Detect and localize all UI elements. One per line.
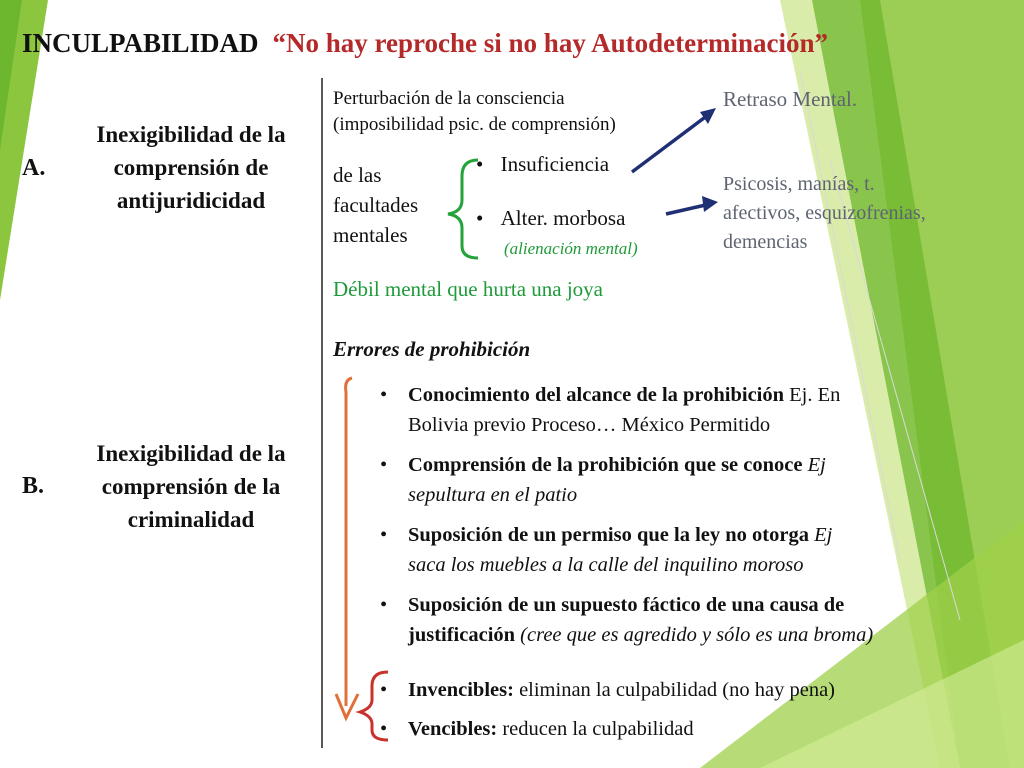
debil-mental-text: Débil mental que hurta una joya	[333, 277, 603, 301]
red-brace	[360, 672, 388, 740]
bullet-dot: •	[380, 594, 388, 616]
bullet-dot: •	[380, 679, 388, 701]
section-a-line-2: comprensión de	[113, 155, 269, 180]
section-b-line-2: comprensión de la	[101, 474, 281, 499]
psicosis-line-1: Psicosis, manías, t.	[723, 173, 875, 195]
item-bold: Suposición de un supuesto fáctico de una causa de	[408, 594, 845, 616]
title-quote: “No hay reproche si no hay Autodeterminación”	[272, 28, 829, 58]
section-b-line-3: criminalidad	[127, 507, 255, 532]
title-main: INCULPABILIDAD	[22, 28, 259, 58]
facultades-line-1: de las	[333, 163, 382, 187]
orange-arrow-line	[346, 378, 352, 706]
bullet-dot: •	[380, 454, 388, 476]
bullet-dot: •	[380, 384, 388, 406]
bullet-dot: •	[476, 206, 484, 230]
section-a-letter: A.	[22, 155, 46, 181]
item-line2: Bolivia previo Proceso… México Permitido	[408, 414, 771, 436]
item-line2: (cree que es agredido y sólo es una broma)	[515, 624, 874, 646]
insuficiencia-label: Insuficiencia	[500, 152, 610, 176]
item-bold: Comprensión de la prohibición que se conoce	[408, 454, 803, 476]
facultades-line-3: mentales	[333, 223, 408, 247]
item-bold: Suposición de un permiso que la ley no otorga	[408, 524, 809, 546]
errores-heading: Errores de prohibición	[333, 337, 531, 361]
alter-label: Alter. morbosa	[500, 206, 626, 230]
bullet-dot: •	[476, 152, 484, 176]
vencibles-bold: Vencibles:	[408, 718, 498, 740]
item-bold: Conocimiento del alcance de la prohibición	[408, 384, 785, 406]
perturbacion-line-1: Perturbación de la consciencia	[333, 88, 565, 109]
item-rest: Ej	[802, 454, 826, 476]
section-a-line-3: antijuridicidad	[116, 188, 266, 213]
alienacion-label: (alienación mental)	[504, 239, 638, 258]
item-rest: Ej	[808, 524, 833, 546]
psicosis-line-2: afectivos, esquizofrenias,	[723, 202, 926, 224]
bullet-dot: •	[380, 718, 388, 740]
facultades-line-2: facultades	[333, 193, 419, 217]
vencibles-rest: reducen la culpabilidad	[497, 718, 694, 740]
bullet-dot: •	[380, 524, 388, 546]
psicosis-line-3: demencias	[723, 231, 808, 253]
section-b-letter: B.	[22, 473, 45, 499]
item-line2: saca los muebles a la calle del inquilino moroso	[408, 554, 804, 576]
section-a-line-1: Inexigibilidad de la	[96, 122, 286, 147]
section-b-line-1: Inexigibilidad de la	[96, 441, 286, 466]
invencibles-bold: Invencibles:	[408, 679, 514, 701]
perturbacion-line-2: (imposibilidad psic. de comprensión)	[333, 114, 616, 135]
item-line2: sepultura en el patio	[408, 484, 578, 506]
item-line2-bold: justificación	[408, 624, 516, 646]
item-rest: Ej. En	[784, 384, 841, 406]
retraso-label: Retraso Mental.	[723, 87, 858, 111]
invencibles-rest: eliminan la culpabilidad (no hay pena)	[513, 679, 835, 701]
